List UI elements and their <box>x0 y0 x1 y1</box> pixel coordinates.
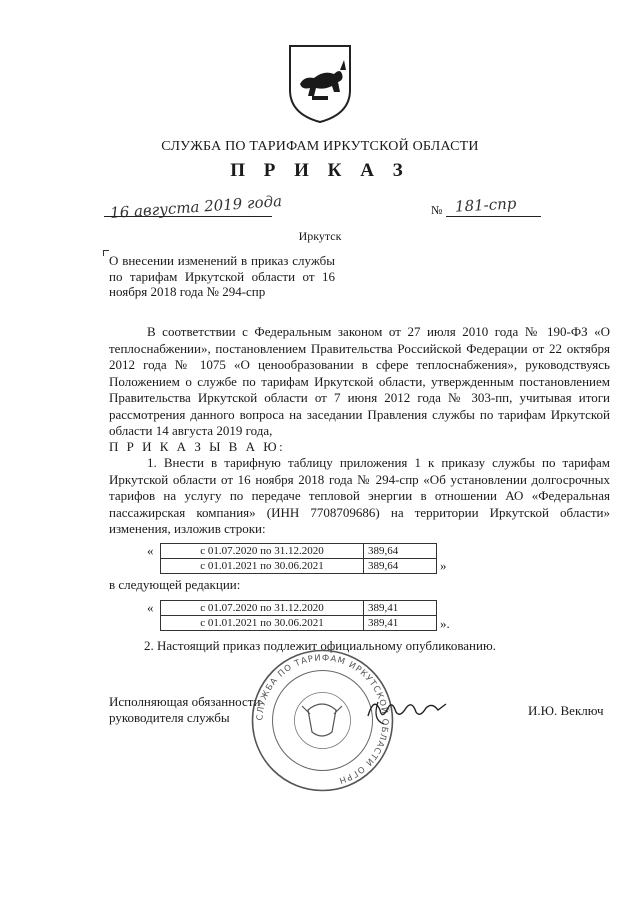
value-cell: 389,64 <box>364 559 437 574</box>
table-row <box>161 616 437 631</box>
close-quote-new: ». <box>440 616 450 631</box>
number-underline <box>446 216 541 217</box>
close-quote-old: » <box>440 558 447 573</box>
position-line-2: руководителя службы <box>109 710 230 725</box>
subject-text: О внесении изменений в приказ службы по тарифам Иркутской области от 16 ноября 2018 года № 294-спр <box>109 253 335 299</box>
decree-word: П Р И К А З Ы В А Ю: <box>109 439 286 454</box>
tariff-table-new <box>160 600 437 631</box>
item-1-paragraph: 1. Внести в тарифную таблицу приложения 1 к приказу службы по тарифам Иркутской области от 16 ноября 2018 года № 294-спр «Об установлении долгосрочных тарифов на услугу по передаче тепловой энергии в отношении АО «Федеральная пассажирская компания» (ИНН 7708709686) на территории Иркутской области» изменения, изложив строки: <box>109 455 610 536</box>
item-2-paragraph: 2. Настоящий приказ подлежит официальному опубликованию. <box>144 638 496 653</box>
city: Иркутск <box>298 229 342 243</box>
coat-of-arms-emblem <box>284 40 356 126</box>
document-title: П Р И К А З <box>230 160 410 181</box>
handwritten-date: 16 августа 2019 года <box>109 192 283 222</box>
table-row <box>161 544 437 559</box>
tariff-table-old <box>160 543 437 574</box>
seal-text: СЛУЖБА ПО ТАРИФАМ ИРКУТСКОЙ ОБЛАСТИ ОГРН <box>255 653 390 786</box>
agency-name: СЛУЖБА ПО ТАРИФАМ ИРКУТСКОЙ ОБЛАСТИ <box>161 139 479 154</box>
table-row <box>161 559 437 574</box>
date-underline <box>104 216 272 217</box>
handwritten-signature <box>364 690 450 730</box>
new-edition-label: в следующей редакции: <box>109 577 241 592</box>
preamble-paragraph: В соответствии с Федеральным законом от 27 июля 2010 года № 190-ФЗ «О теплоснабжении», постановлением Правительства Российской Федерации от 22 октября 2012 года № 1075 «О ценообразовании в сфере теплоснабжения», руководствуясь Положением о службе по тарифам Иркутской области, утвержденным постановлением Правительства Иркутской области от 7 июня 2012 года № 303-пп, учитывая итоги рассмотрения данного вопроса на заседании Правления службы по тарифам Иркутской области 14 августа 2019 года, <box>109 324 610 438</box>
signatory-position <box>109 694 260 726</box>
value-cell: 389,41 <box>364 601 437 616</box>
period-cell: с 01.01.2021 по 30.06.2021 <box>161 616 364 631</box>
number-sign: № <box>431 203 443 217</box>
open-quote-old: « <box>147 543 154 558</box>
table-row <box>161 601 437 616</box>
signatory-name: И.Ю. Веключ <box>528 703 604 718</box>
position-line-1: Исполняющая обязанности <box>109 694 261 709</box>
period-cell: с 01.07.2020 по 31.12.2020 <box>161 544 364 559</box>
open-quote-new: « <box>147 600 154 615</box>
value-cell: 389,41 <box>364 616 437 631</box>
period-cell: с 01.07.2020 по 31.12.2020 <box>161 601 364 616</box>
handwritten-number: 181-спр <box>454 194 517 216</box>
period-cell: с 01.01.2021 по 30.06.2021 <box>161 559 364 574</box>
value-cell: 389,64 <box>364 544 437 559</box>
